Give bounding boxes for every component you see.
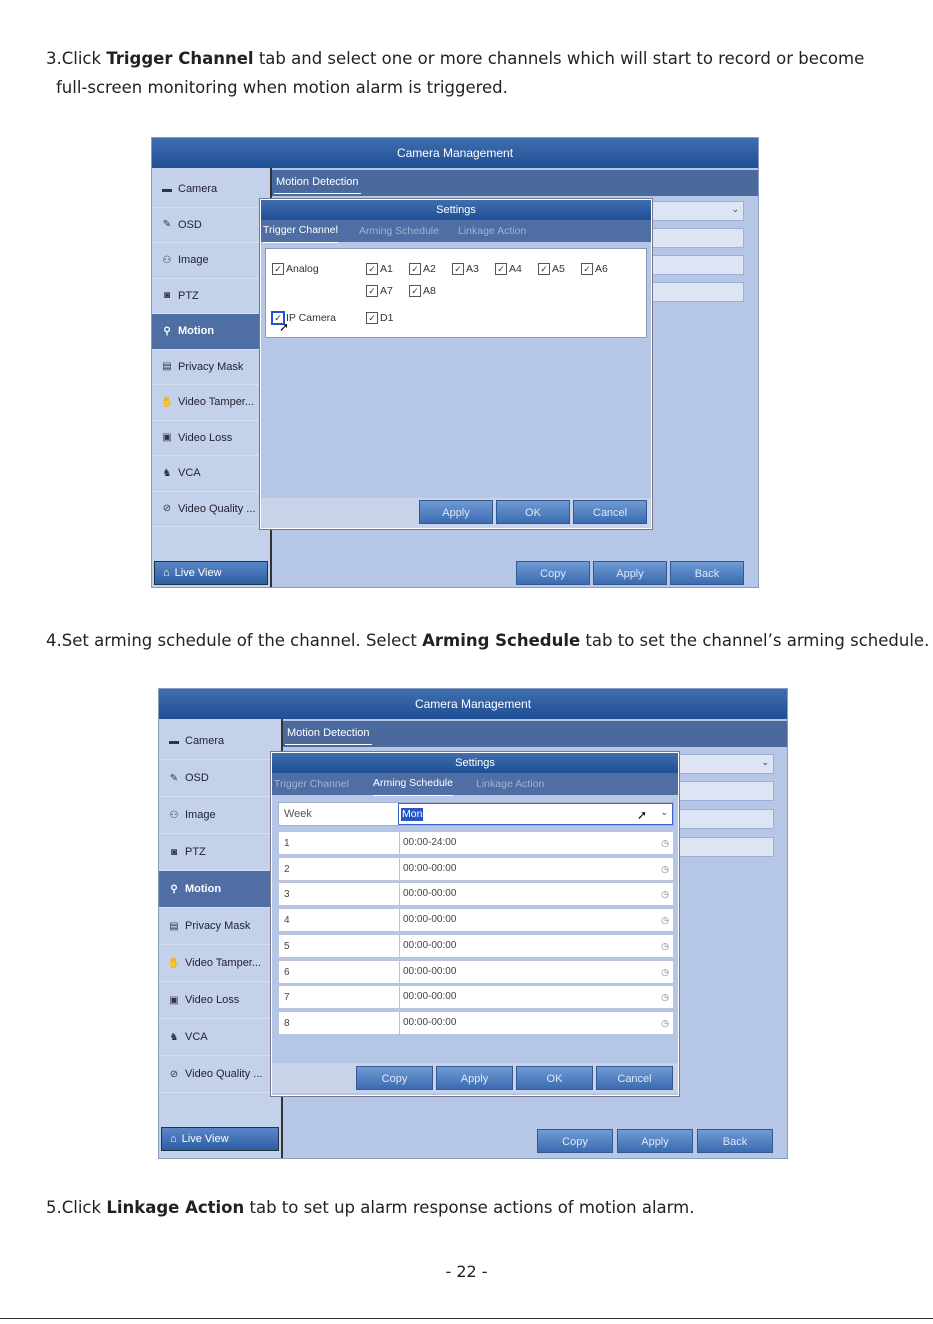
channel-label: D1: [380, 312, 394, 324]
period-number: 5: [284, 940, 290, 952]
privacy-mask-icon: ▤: [162, 361, 172, 373]
osd-icon: ✎: [169, 772, 179, 784]
sidebar-item-label: PTZ: [185, 846, 206, 858]
privacy-mask-icon: ▤: [169, 920, 179, 932]
schedule-row: [278, 882, 674, 906]
sidebar-item-label: Privacy Mask: [185, 920, 251, 932]
channel-label: A6: [595, 263, 608, 275]
check-icon: ✓: [495, 263, 507, 275]
page-number: - 22 -: [445, 1262, 488, 1281]
tab-linkage-action[interactable]: Linkage Action: [476, 778, 545, 790]
check-icon: ✓: [366, 312, 378, 324]
check-icon: ✓: [581, 263, 593, 275]
channel-label: A1: [380, 263, 393, 275]
video-quality-icon: ⊘: [169, 1068, 179, 1080]
tab-motion-detection[interactable]: Motion Detection: [285, 722, 372, 745]
home-icon: ⌂: [163, 567, 170, 579]
week-select[interactable]: [398, 803, 673, 825]
chevron-down-icon: ⌄: [761, 757, 769, 767]
period-time-field[interactable]: 00:00-00:00: [399, 961, 673, 983]
live-view-label: Live View: [174, 567, 222, 579]
check-icon: ✓: [409, 285, 421, 297]
sidebar-item-label: OSD: [178, 218, 202, 231]
screenshot-trigger-channel: [151, 137, 759, 588]
sidebar-item-label: VCA: [185, 1031, 208, 1043]
check-icon: ✓: [452, 263, 464, 275]
tab-arming-schedule[interactable]: Arming Schedule: [359, 225, 439, 237]
video-quality-icon: ⊘: [162, 503, 172, 515]
back-button[interactable]: Back: [697, 1129, 773, 1153]
clock-icon[interactable]: ◷: [661, 966, 669, 977]
step-3-continuation: full-screen monitoring when motion alarm is triggered.: [56, 78, 508, 97]
sidebar-item[interactable]: [159, 834, 281, 871]
image-icon: ⚇: [169, 809, 179, 821]
camera-icon: ▬: [169, 735, 179, 747]
dialog-cancel-button[interactable]: Cancel: [596, 1066, 673, 1090]
sidebar-item-label: Video Quality ...: [178, 502, 256, 515]
video-loss-icon: ▣: [162, 432, 172, 444]
check-icon: ✓: [538, 263, 550, 275]
tab-motion-detection[interactable]: Motion Detection: [274, 171, 361, 194]
sidebar-item-label: Motion: [185, 883, 222, 895]
step-4-text: [46, 626, 929, 655]
sidebar-item-label: Camera: [178, 183, 218, 196]
channel-a2[interactable]: [409, 263, 436, 275]
window-title: Camera Management: [152, 138, 758, 168]
period-time-field[interactable]: 00:00-00:00: [399, 883, 673, 905]
step-3-keyword: Trigger Channel: [106, 49, 254, 68]
analog-checkbox[interactable]: [272, 263, 319, 275]
sidebar-item-label: Camera: [185, 735, 225, 747]
analog-label: Analog: [286, 263, 319, 275]
step-4-rest: tab to set the channel’s arming schedule.: [580, 631, 930, 650]
period-time-field[interactable]: 00:00-00:00: [399, 986, 673, 1008]
step-4-keyword: Arming Schedule: [422, 631, 581, 650]
dialog-ok-button[interactable]: OK: [496, 500, 570, 524]
period-number: 4: [284, 915, 290, 927]
sidebar-item[interactable]: [159, 871, 281, 908]
channel-label: A4: [509, 263, 522, 275]
image-icon: ⚇: [162, 254, 172, 266]
week-value: Mon: [402, 808, 423, 820]
clock-icon[interactable]: ◷: [661, 889, 669, 900]
period-number: 3: [284, 889, 290, 901]
clock-icon[interactable]: ◷: [661, 863, 669, 874]
schedule-row: [278, 857, 674, 881]
vca-icon: ♞: [169, 1031, 179, 1043]
dialog-apply-button[interactable]: Apply: [419, 500, 493, 524]
sidebar: [159, 719, 283, 1158]
period-time-field[interactable]: 00:00-00:00: [399, 858, 673, 880]
live-view-button[interactable]: [161, 1127, 279, 1151]
sidebar-item[interactable]: [159, 982, 281, 1019]
schedule-row: [278, 908, 674, 932]
step-5-rest: tab to set up alarm response actions of motion alarm.: [244, 1198, 695, 1217]
sidebar-item[interactable]: [159, 1019, 281, 1056]
right-field-2[interactable]: [652, 228, 744, 248]
sidebar-item-label: Video Tamper...: [178, 396, 255, 409]
tab-trigger-channel[interactable]: Trigger Channel: [274, 778, 349, 790]
dialog-cancel-button[interactable]: Cancel: [573, 500, 647, 524]
check-icon: ✓: [366, 263, 378, 275]
schedule-row: [278, 1011, 674, 1035]
channel-label: A5: [552, 263, 565, 275]
mouse-cursor-icon: ➚: [637, 808, 648, 822]
channel-a3[interactable]: [452, 263, 479, 275]
clock-icon[interactable]: ◷: [661, 940, 669, 951]
sidebar-item-label: Video Quality ...: [185, 1068, 263, 1080]
sidebar-item-label: Video Loss: [185, 994, 240, 1006]
apply-button[interactable]: Apply: [593, 561, 667, 585]
home-icon: ⌂: [170, 1133, 177, 1145]
live-view-button[interactable]: [154, 561, 268, 585]
live-view-label: Live View: [181, 1133, 229, 1145]
sidebar-item[interactable]: [152, 279, 270, 315]
period-time-field[interactable]: 00:00-00:00: [399, 935, 673, 957]
osd-icon: ✎: [162, 219, 172, 231]
vca-icon: ♞: [162, 467, 172, 479]
dialog-tabs: [272, 773, 678, 795]
period-number: 1: [284, 838, 290, 849]
check-icon: ✓: [409, 263, 421, 275]
right-dropdown[interactable]: [652, 201, 744, 221]
sidebar-item-label: PTZ: [178, 289, 199, 302]
chevron-down-icon: ⌄: [660, 807, 668, 817]
tab-linkage-action[interactable]: Linkage Action: [458, 225, 527, 237]
check-icon: ✓: [366, 285, 378, 297]
screenshot-arming-schedule: [158, 688, 788, 1159]
period-time-field[interactable]: 00:00-24:00: [399, 832, 673, 854]
step-3-text: [46, 44, 864, 102]
settings-dialog: [271, 752, 679, 1096]
period-number: 8: [284, 1017, 290, 1029]
tab-trigger-channel[interactable]: Trigger Channel: [263, 220, 338, 243]
sidebar-item[interactable]: [152, 456, 270, 492]
sidebar-item-label: Motion: [178, 325, 215, 338]
sidebar-item[interactable]: [159, 797, 281, 834]
dialog-ok-button[interactable]: OK: [516, 1066, 593, 1090]
period-time-field[interactable]: 00:00-00:00: [399, 909, 673, 931]
channel-a7[interactable]: [366, 285, 393, 297]
ptz-icon: ◙: [163, 290, 171, 302]
dialog-title: Settings: [272, 753, 678, 773]
channel-a5[interactable]: [538, 263, 565, 275]
sidebar-item-label: VCA: [178, 467, 201, 480]
video-tamper-icon: ✋: [167, 957, 181, 969]
motion-icon: ⚲: [170, 883, 178, 895]
sidebar-item-label: Video Loss: [178, 431, 233, 444]
period-number: 6: [284, 966, 290, 978]
channel-panel: [265, 248, 647, 338]
video-loss-icon: ▣: [169, 994, 179, 1006]
channel-a4[interactable]: [495, 263, 522, 275]
sidebar-item[interactable]: [152, 350, 270, 386]
week-label: Week: [284, 808, 312, 820]
copy-button[interactable]: Copy: [516, 561, 590, 585]
settings-dialog: [260, 199, 652, 529]
ptz-icon: ◙: [170, 846, 178, 858]
period-number: 7: [284, 992, 290, 1004]
page-bottom-rule: [0, 1318, 933, 1319]
week-row: [278, 802, 674, 826]
channel-a8[interactable]: [409, 285, 436, 297]
check-icon: ✓: [272, 312, 284, 324]
tab-arming-schedule[interactable]: Arming Schedule: [373, 773, 453, 796]
chevron-down-icon: ⌄: [731, 204, 739, 214]
channel-d1[interactable]: [366, 312, 393, 324]
channel-label: A7: [380, 285, 393, 297]
back-button[interactable]: Back: [670, 561, 744, 585]
right-field-4[interactable]: [652, 282, 744, 302]
period-number: 2: [284, 863, 290, 875]
sidebar-item-label: Video Tamper...: [185, 957, 262, 969]
sidebar-item[interactable]: [152, 421, 270, 457]
apply-button[interactable]: Apply: [617, 1129, 693, 1153]
right-field-3[interactable]: [652, 255, 744, 275]
right-field-4[interactable]: [679, 837, 774, 857]
sidebar-item[interactable]: [152, 314, 270, 350]
camera-icon: ▬: [162, 183, 172, 195]
ip-camera-label: IP Camera: [286, 312, 336, 324]
sidebar-item[interactable]: [159, 723, 281, 760]
right-field-2[interactable]: [679, 781, 774, 801]
sidebar-item[interactable]: [159, 945, 281, 982]
channel-label: A3: [466, 263, 479, 275]
video-tamper-icon: ✋: [160, 396, 174, 408]
clock-icon[interactable]: ◷: [661, 1017, 669, 1028]
sidebar: [152, 168, 272, 587]
sidebar-item-label: Image: [185, 809, 216, 821]
motion-icon: ⚲: [163, 325, 171, 337]
period-time-field[interactable]: 00:00-00:00: [399, 1012, 673, 1034]
check-icon: ✓: [272, 263, 284, 275]
schedule-list: [278, 831, 674, 1041]
step-5-prefix: 5.Click: [46, 1198, 107, 1217]
right-field-3[interactable]: [679, 809, 774, 829]
dialog-apply-button[interactable]: Apply: [436, 1066, 513, 1090]
copy-button[interactable]: Copy: [537, 1129, 613, 1153]
sidebar-item[interactable]: [159, 1056, 281, 1093]
step-5-text: [46, 1193, 694, 1222]
channel-label: A2: [423, 263, 436, 275]
sidebar-item[interactable]: [152, 385, 270, 421]
step-3-rest: tab and select one or more channels which will start to record or become: [253, 49, 865, 68]
sidebar-item[interactable]: [152, 172, 270, 208]
schedule-row: [278, 985, 674, 1009]
clock-icon[interactable]: ◷: [661, 915, 669, 926]
schedule-row: [278, 960, 674, 984]
sidebar-item[interactable]: [152, 492, 270, 528]
dialog-copy-button[interactable]: Copy: [356, 1066, 433, 1090]
sidebar-item-label: Privacy Mask: [178, 360, 244, 373]
sidebar-item[interactable]: [159, 908, 281, 945]
sidebar-item[interactable]: [152, 243, 270, 279]
channel-label: A8: [423, 285, 436, 297]
mouse-cursor-icon: ➚: [279, 320, 290, 334]
sidebar-item-label: OSD: [185, 772, 209, 784]
sidebar-item[interactable]: [159, 760, 281, 797]
channel-a1[interactable]: [366, 263, 393, 275]
schedule-row: [278, 934, 674, 958]
window-title: Camera Management: [159, 689, 787, 719]
dialog-title: Settings: [261, 200, 651, 220]
dialog-tabs: [261, 220, 651, 242]
clock-icon[interactable]: ◷: [661, 992, 669, 1003]
clock-icon[interactable]: ◷: [661, 838, 669, 848]
right-dropdown[interactable]: [679, 754, 774, 774]
sidebar-item[interactable]: [152, 208, 270, 244]
step-4-prefix: 4.Set arming schedule of the channel. Select: [46, 631, 423, 650]
sidebar-item-label: Image: [178, 254, 209, 267]
schedule-row: [278, 831, 674, 855]
step-3-prefix: 3.Click: [46, 49, 107, 68]
channel-a6[interactable]: [581, 263, 608, 275]
step-5-keyword: Linkage Action: [106, 1198, 245, 1217]
